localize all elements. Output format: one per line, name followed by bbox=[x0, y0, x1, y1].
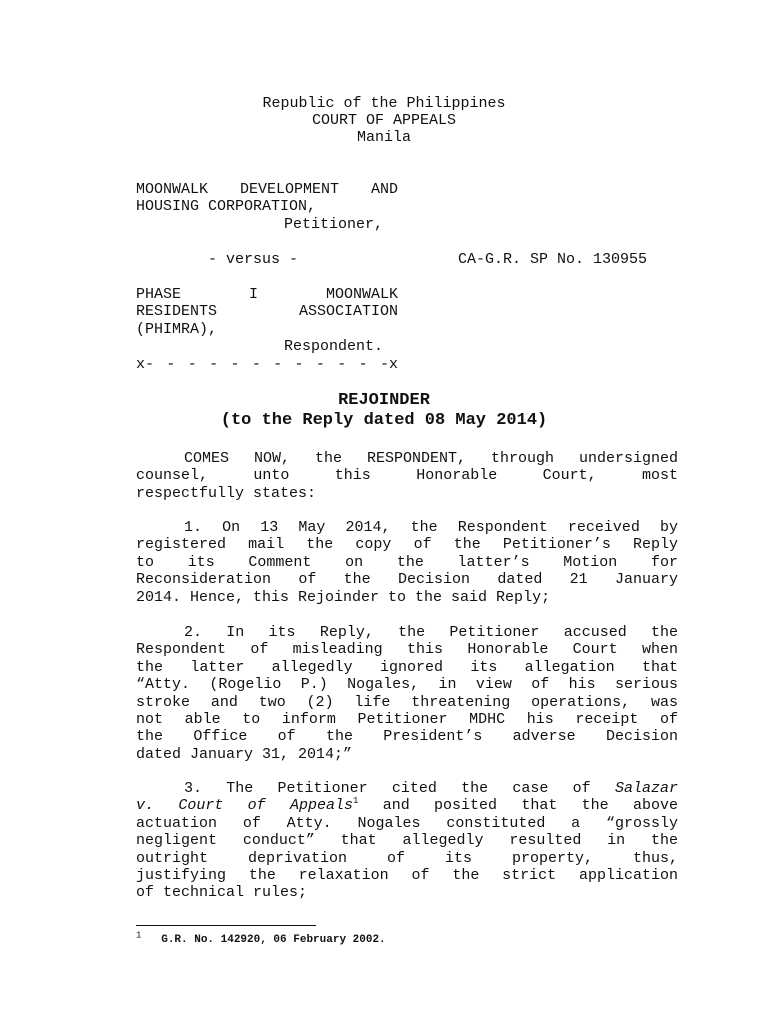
paragraph-line: 2. In its Reply, the Petitioner accused the bbox=[184, 624, 678, 641]
paragraph-line: 2014. Hence, this Rejoinder to the said Reply; bbox=[136, 588, 551, 606]
footnote-mark: 1 bbox=[136, 930, 142, 941]
paragraph-line: respectfully states: bbox=[136, 484, 317, 502]
footnote-reference: 1 bbox=[352, 797, 359, 807]
header-court: COURT OF APPEALS bbox=[311, 112, 457, 129]
paragraph-line: the Office of the President’s adverse Decision bbox=[136, 728, 678, 746]
petitioner-name-line2: HOUSING CORPORATION, bbox=[136, 198, 317, 216]
case-citation-italic-2: v. Court of Appeals bbox=[136, 797, 353, 815]
footnote bbox=[136, 932, 386, 949]
paragraph-line: not able to inform Petitioner MDHC his receipt of bbox=[136, 710, 678, 728]
paragraph-3 bbox=[136, 780, 678, 902]
respondent-name-line1: PHASE I MOONWALK bbox=[136, 286, 398, 303]
footnote-rule bbox=[136, 925, 316, 926]
respondent-block bbox=[136, 286, 398, 373]
paragraph-3-lead: 3. The Petitioner cited the case of bbox=[184, 780, 591, 797]
paragraph-line: registered mail the copy of the Petitioner’s Reply bbox=[136, 536, 678, 554]
paragraph-line: justifying the relaxation of the strict application bbox=[136, 866, 678, 884]
paragraph-line: counsel, unto this Honorable Court, most bbox=[136, 467, 678, 485]
respondent-name-line3: (PHIMRA), bbox=[136, 320, 218, 338]
respondent-name-line2: RESIDENTS ASSOCIATION bbox=[136, 303, 398, 321]
petitioner-role: Petitioner, bbox=[284, 215, 384, 233]
case-number: CA-G.R. SP No. 130955 bbox=[458, 251, 648, 268]
paragraph-line bbox=[136, 797, 678, 814]
petitioner-block bbox=[136, 181, 398, 233]
header-city: Manila bbox=[356, 129, 411, 146]
paragraph-line bbox=[136, 780, 678, 797]
intro-paragraph bbox=[136, 450, 678, 502]
versus-label: - versus - bbox=[208, 251, 299, 268]
footnote-text: G.R. No. 142920, 06 February 2002. bbox=[161, 934, 386, 946]
paragraph-line: outright deprivation of its property, thus, bbox=[136, 849, 678, 867]
paragraph-2 bbox=[136, 624, 678, 763]
document-subtitle: (to the Reply dated 08 May 2014) bbox=[220, 411, 548, 430]
paragraph-line: COMES NOW, the RESPONDENT, through undersigned bbox=[184, 450, 678, 467]
document-title: REJOINDER bbox=[338, 391, 430, 410]
paragraph-1 bbox=[136, 519, 678, 606]
paragraph-line: actuation of Atty. Nogales constituted a “grossly bbox=[136, 814, 678, 832]
case-citation-italic-1: Salazar bbox=[614, 780, 678, 797]
paragraph-line: to its Comment on the latter’s Motion for bbox=[136, 553, 678, 571]
paragraph-line: of technical rules; bbox=[136, 884, 308, 902]
paragraph-line: the latter allegedly ignored its allegation that bbox=[136, 658, 678, 676]
paragraph-line: negligent conduct” that allegedly resulted in the bbox=[136, 832, 678, 850]
paragraph-3-line2-rest: and posited that the above bbox=[358, 797, 678, 815]
paragraph-line: “Atty. (Rogelio P.) Nogales, in view of his serious bbox=[136, 676, 678, 694]
header-republic: Republic of the Philippines bbox=[262, 95, 506, 112]
petitioner-name-line1: MOONWALK DEVELOPMENT AND bbox=[136, 181, 398, 198]
respondent-role: Respondent. bbox=[284, 338, 384, 356]
paragraph-line: dated January 31, 2014;” bbox=[136, 745, 353, 763]
paragraph-line: Reconsideration of the Decision dated 21 January bbox=[136, 571, 678, 589]
paragraph-line: 1. On 13 May 2014, the Respondent received by bbox=[184, 519, 678, 536]
caption-separator: x- - - - - - - - - - - -x bbox=[136, 355, 398, 373]
paragraph-line: Respondent of misleading this Honorable Court when bbox=[136, 641, 678, 659]
paragraph-line: stroke and two (2) life threatening operations, was bbox=[136, 693, 678, 711]
